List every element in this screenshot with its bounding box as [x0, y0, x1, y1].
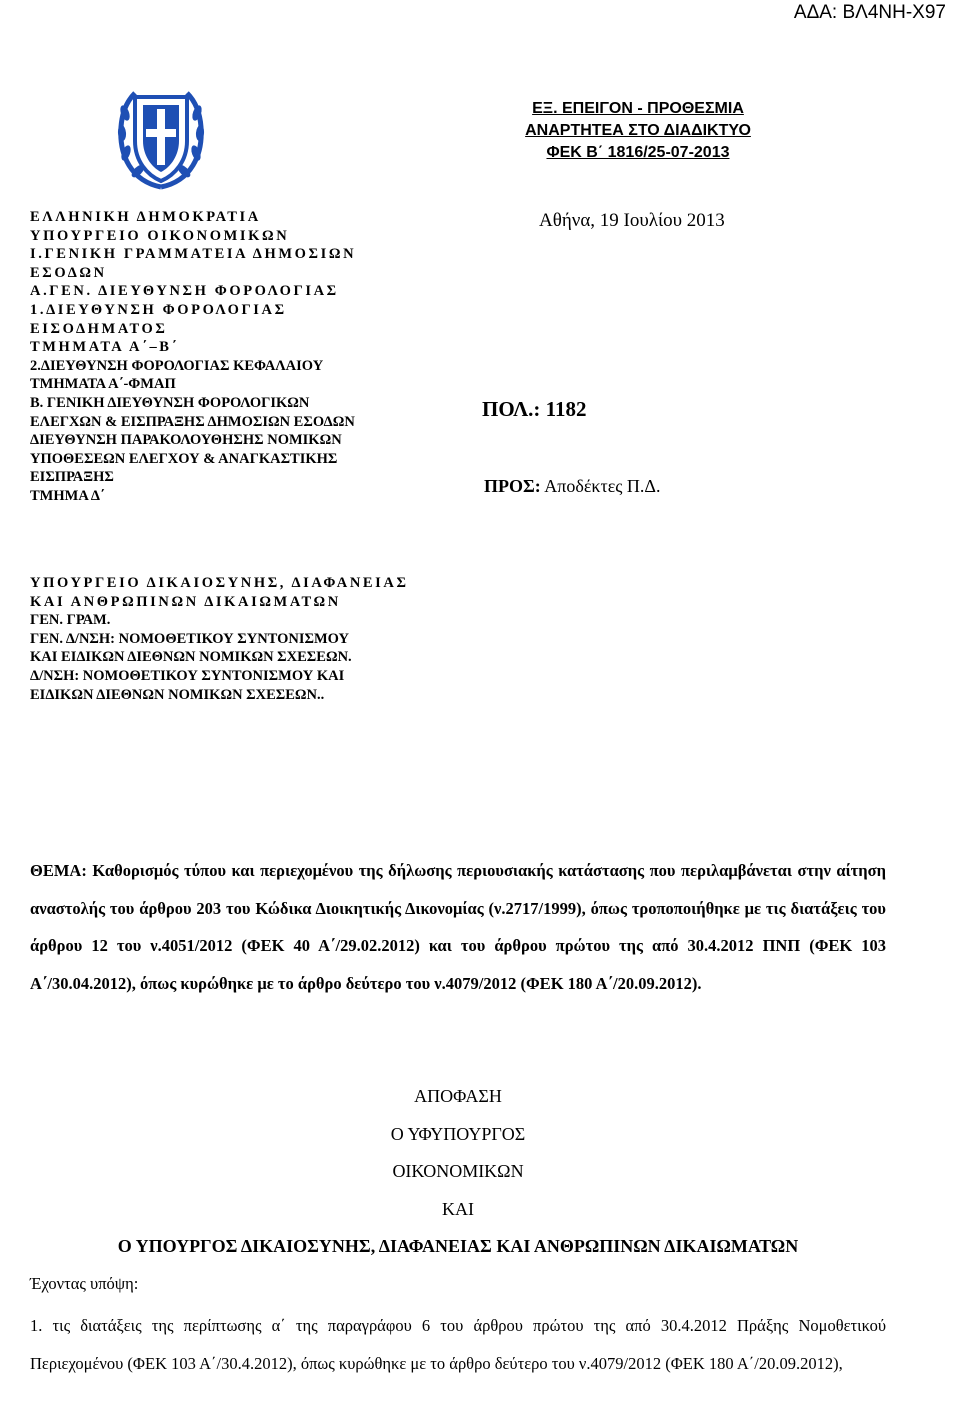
ministry-line: ΚΑΙ ΑΝΘΡΩΠΙΝΩΝ ΔΙΚΑΙΩΜΑΤΩΝ — [30, 593, 341, 610]
sender-line: ΥΠΟΥΡΓΕΙΟ ΟΙΚΟΝΟΜΙΚΩΝ — [30, 227, 290, 244]
minister-line: Ο ΥΠΟΥΡΓΟΣ ΔΙΚΑΙΟΣΥΝΗΣ, ΔΙΑΦΑΝΕΙΑΣ ΚΑΙ ΑΝΘΡΩΠΙΝΩΝ ΔΙΚΑΙΩΜΑΤΩΝ — [117, 1236, 799, 1256]
decision-heading — [30, 1078, 886, 1266]
decision-line: ΟΙΚΟΝΟΜΙΚΩΝ — [392, 1161, 524, 1181]
decision-line: Ο ΥΦΥΠΟΥΡΓΟΣ — [390, 1123, 526, 1144]
greek-state-emblem-icon — [113, 83, 209, 193]
recipients-label: ΠΡΟΣ: — [484, 476, 541, 496]
decision-line: ΑΠΟΦΑΣΗ — [414, 1086, 502, 1106]
sender-line: ΕΛΛΗΝΙΚΗ ΔΗΜΟΚΡΑΤΙΑ — [30, 209, 261, 225]
recipients-value: Αποδέκτες Π.Δ. — [544, 476, 661, 496]
sender-line: 1.ΔΙΕΥΘΥΝΣΗ ΦΟΡΟΛΟΓΙΑΣ — [30, 301, 287, 318]
decision-line: ΚΑΙ — [442, 1198, 474, 1219]
item-1: 1. τις διατάξεις της περίπτωσης α΄ της παραγράφου 6 του άρθρου πρώτου της από 30.4.2012 Πράξης Νομοθετικού Περιεχομένου (ΦΕΚ 103 Α΄/30.4.2012), όπως κυρώθηκε με το άρθρο δεύτερο του ν.4079/2012 (ΦΕΚ 180 Α΄/20.09.2012), — [30, 1316, 886, 1373]
urgent-line: ΦΕΚ Β΄ 1816/25-07-2013 — [546, 144, 730, 161]
circular-number: ΠΟΛ.: 1182 — [482, 397, 587, 421]
ada-code: ΑΔΑ: ΒΛ4ΝΗ-Χ97 — [793, 2, 946, 23]
ministry-line: ΕΙΔΙΚΩΝ ΔΙΕΘΝΩΝ ΝΟΜΙΚΩΝ ΣΧΕΣΕΩΝ.. — [30, 686, 325, 703]
sender-line: ΔΙΕΥΘΥΝΣΗ ΠΑΡΑΚΟΛΟΥΘΗΣΗΣ ΝΟΜΙΚΩΝ — [30, 432, 342, 449]
sender-line: ΥΠΟΘΕΣΕΩΝ ΕΛΕΓΧΟΥ & ΑΝΑΓΚΑΣΤΙΚΗΣ — [30, 450, 338, 467]
subject-text: Καθορισμός τύπου και περιεχομένου της δήλωσης περιουσιακής κατάστασης που περιλαμβάνεται στην αίτηση αναστολής του άρθρου 203 του Κώδικα Διοικητικής Δικονομίας (ν.2717/1999), όπως τροποποιήθηκε με τις διατάξεις του άρθρου 12 του ν.4051/2012 (ΦΕΚ 40 Α΄/29.02.2012) και του άρθρου πρώτου της από 30.4.2012 ΠΝΠ (ΦΕΚ 103 Α΄/30.04.2012), όπως κυρώθηκε με το άρθρο δεύτερο του ν.4079/2012 (ΦΕΚ 180 Α΄/20.09.2012). — [30, 861, 887, 993]
ministry-line: Δ/ΝΣΗ: ΝΟΜΟΘΕΤΙΚΟΥ ΣΥΝΤΟΝΙΣΜΟΥ ΚΑΙ — [30, 667, 345, 684]
urgent-line: ΕΞ. ΕΠΕΙΓΟΝ - ΠΡΟΘΕΣΜΙΑ — [532, 100, 744, 117]
ministry-block — [30, 574, 409, 704]
sender-line: Α.ΓΕΝ. ΔΙΕΥΘΥΝΣΗ ΦΟΡΟΛΟΓΙΑΣ — [30, 283, 339, 300]
sender-line: Ι.ΓΕΝΙΚΗ ΓΡΑΜΜΑΤΕΙΑ ΔΗΜΟΣΙΩΝ — [30, 246, 357, 263]
ministry-line: ΓΕΝ. Δ/ΝΣΗ: ΝΟΜΟΘΕΤΙΚΟΥ ΣΥΝΤΟΝΙΣΜΟΥ — [30, 630, 350, 647]
sender-line: ΤΜΗΜΑ Δ΄ — [30, 487, 105, 504]
sender-line: ΕΣΟΔΩΝ — [30, 264, 107, 281]
sender-line: ΤΜΗΜΑΤΑ Α΄–Β΄ — [30, 339, 179, 356]
sender-line: ΤΜΗΜΑΤΑ Α΄-ΦΜΑΠ — [30, 376, 176, 393]
sender-block — [30, 208, 356, 506]
sender-line: 2.ΔΙΕΥΘΥΝΣΗ ΦΟΡΟΛΟΓΙΑΣ ΚΕΦΑΛΑΙΟΥ — [30, 357, 324, 374]
sender-line: ΕΛΕΓΧΩΝ & ΕΙΣΠΡΑΞΗΣ ΔΗΜΟΣΙΩΝ ΕΣΟΔΩΝ — [30, 413, 355, 430]
sender-line: Β. ΓΕΝΙΚΗ ΔΙΕΥΘΥΝΣΗ ΦΟΡΟΛΟΓΙΚΩΝ — [30, 394, 310, 411]
sender-line: ΕΙΣΟΔΗΜΑΤΟΣ — [30, 320, 168, 337]
document-date: Αθήνα, 19 Ιουλίου 2013 — [539, 210, 725, 231]
having-regard: Έχοντας υπόψη: — [30, 1274, 139, 1293]
subject-paragraph — [30, 852, 886, 1002]
urgent-line: ΑΝΑΡΤΗΤΕΑ ΣΤΟ ΔΙΑΔΙΚΤΥΟ — [525, 122, 751, 139]
ministry-line: ΥΠΟΥΡΓΕΙΟ ΔΙΚΑΙΟΣΥΝΗΣ, ΔΙΑΦΑΝΕΙΑΣ — [30, 575, 409, 591]
sender-line: ΕΙΣΠΡΑΞΗΣ — [30, 469, 114, 486]
subject-label: ΘΕΜΑ: — [30, 861, 87, 880]
recipients — [484, 476, 660, 497]
urgent-notice — [510, 98, 766, 164]
ministry-line: ΓΕΝ. ΓΡΑΜ. — [30, 612, 111, 629]
ministry-line: ΚΑΙ ΕΙΔΙΚΩΝ ΔΙΕΘΝΩΝ ΝΟΜΙΚΩΝ ΣΧΕΣΕΩΝ. — [30, 649, 352, 666]
